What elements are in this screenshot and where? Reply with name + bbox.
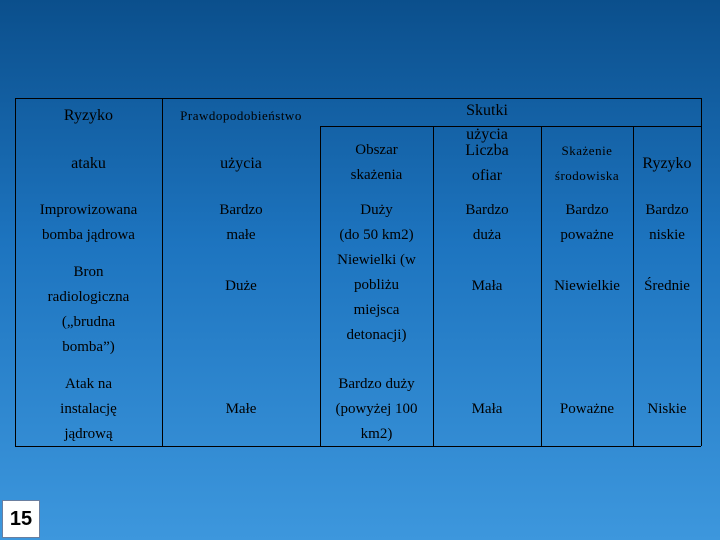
cell-environment — [541, 372, 633, 446]
cell-victims — [433, 372, 541, 446]
subheader-area — [320, 138, 433, 188]
header-text: użycia — [466, 126, 508, 143]
cell-text: poważne — [560, 227, 614, 243]
header-text: Ryzyko — [642, 154, 692, 172]
table-row — [15, 372, 701, 446]
cell-text: duża — [472, 227, 502, 243]
cell-text: Bardzo — [645, 202, 689, 218]
cell-text: Mała — [471, 278, 503, 294]
cell-text: Niskie — [647, 400, 687, 417]
cell-text: Bardzo — [465, 202, 509, 218]
cell-text: Poważne — [559, 400, 615, 417]
table-subheader-row — [15, 138, 701, 188]
cell-text: Mała — [471, 400, 503, 417]
subheader-usage — [162, 138, 320, 188]
cell-text: Duży — [360, 202, 393, 218]
header-text: użycia — [220, 154, 262, 172]
cell-text: detonacji) — [346, 327, 407, 343]
cell-victims — [433, 198, 541, 248]
risk-table — [15, 98, 701, 446]
header-text: ataku — [71, 154, 106, 172]
header-text: Ryzyko — [63, 106, 114, 124]
header-text: skażenia — [350, 167, 403, 183]
cell-text: Bardzo — [219, 202, 263, 218]
table-border-bottom — [15, 446, 701, 447]
cell-text: (do 50 km2) — [339, 227, 414, 243]
cell-text: Bron — [73, 264, 104, 280]
cell-risk — [633, 372, 701, 446]
cell-text: bomba”) — [62, 339, 115, 355]
cell-text: jądrową — [64, 425, 113, 442]
subheader-environment — [541, 138, 633, 188]
cell-risk — [633, 198, 701, 248]
cell-text: miejsca — [353, 302, 400, 318]
cell-text: Atak na — [64, 375, 113, 392]
cell-probability — [162, 198, 320, 248]
table-row — [15, 248, 701, 372]
subheader-victims — [433, 138, 541, 188]
cell-text: niskie — [649, 227, 685, 243]
cell-risk — [633, 248, 701, 372]
subheader-attack — [15, 138, 162, 188]
cell-attack — [15, 372, 162, 446]
cell-area — [320, 248, 433, 372]
cell-text: Małe — [225, 400, 257, 417]
cell-text: km2) — [360, 425, 393, 442]
cell-area — [320, 372, 433, 446]
header-text: środowiska — [554, 168, 620, 183]
cell-text: małe — [226, 227, 256, 243]
page-number: 15 — [2, 500, 40, 538]
cell-probability — [162, 372, 320, 446]
cell-attack — [15, 248, 162, 372]
table-row — [15, 198, 701, 248]
cell-text: pobliżu — [354, 277, 399, 293]
header-text: Liczba — [465, 142, 509, 159]
header-text: Skutki — [466, 102, 508, 119]
cell-text: Niewielkie — [554, 278, 620, 294]
header-text: Prawdopodobieństwo — [180, 107, 302, 123]
cell-text: Średnie — [644, 278, 690, 294]
cell-text: bomba jądrowa — [42, 227, 135, 243]
header-text: Obszar — [355, 142, 398, 158]
table-border-right — [701, 98, 702, 446]
cell-text: Bardzo duży — [338, 375, 415, 392]
cell-text: Niewielki (w — [337, 252, 416, 268]
cell-environment — [541, 248, 633, 372]
cell-text: („brudna — [61, 314, 116, 330]
cell-attack — [15, 198, 162, 248]
cell-text: radiologiczna — [47, 289, 130, 305]
cell-text: Bardzo — [565, 202, 609, 218]
header-text: Skażenie — [561, 143, 613, 158]
cell-text: Duże — [225, 278, 257, 294]
cell-victims — [433, 248, 541, 372]
cell-environment — [541, 198, 633, 248]
cell-text: instalację — [60, 400, 117, 417]
cell-text: (powyżej 100 — [335, 400, 418, 417]
cell-area — [320, 198, 433, 248]
cell-probability — [162, 248, 320, 372]
subheader-risk — [633, 138, 701, 188]
header-text: ofiar — [471, 167, 503, 184]
cell-text: Improwizowana — [39, 202, 138, 218]
